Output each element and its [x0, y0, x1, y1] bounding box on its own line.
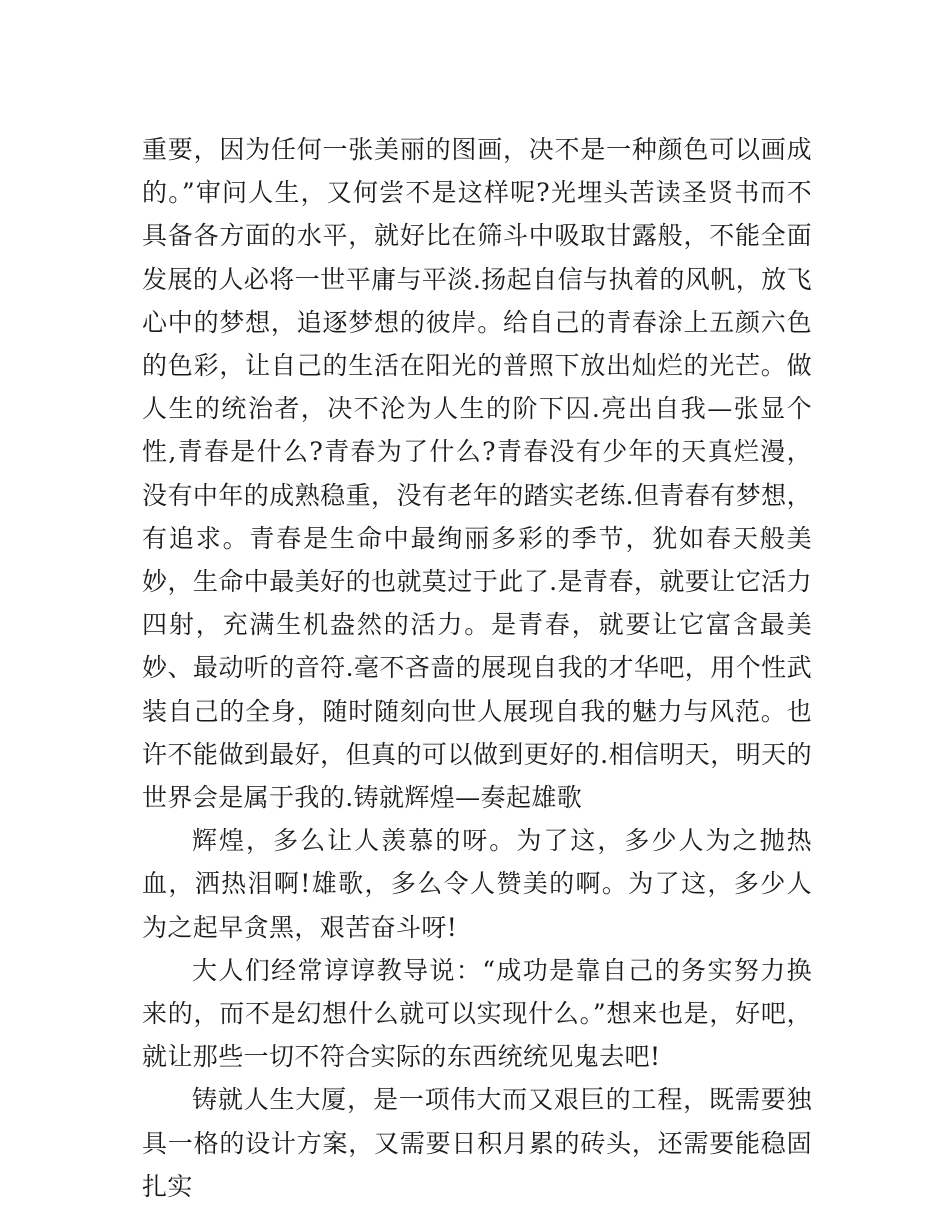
paragraph-1: 重要，因为任何一张美丽的图画，决不是一种颜色可以画成的。”审问人生，又何尝不是这样呢?光埋头苦读圣贤书而不具备各方面的水平，就好比在筛斗中吸取甘露般，不能全面发展的人必将一世平庸与平淡.扬起自信与执着的风帆，放飞心中的梦想，追逐梦想的彼岸。给自己的青春涂上五颜六色的色彩，让自己的生活在阳光的普照下放出灿烂的光芒。做人生的统治者，决不沦为人生的阶下囚.亮出自我—张显个性,青春是什么?青春为了什么?青春没有少年的天真烂漫，没有中年的成熟稳重，没有老年的踏实老练.但青春有梦想，有追求。青春是生命中最绚丽多彩的季节，犹如春天般美妙，生命中最美好的也就莫过于此了.是青春，就要让它活力四射，充满生机盎然的活力。是青春，就要让它富含最美妙、最动听的音符.毫不吝啬的展现自我的才华吧，用个性武装自己的全身，随时随刻向世人展现自我的魅力与风范。也许不能做到最好，但真的可以做到更好的.相信明天，明天的世界会是属于我的.铸就辉煌—奏起雄歌 [142, 135, 812, 813]
paragraph-3: 大人们经常谆谆教导说：“成功是靠自己的务实努力换来的，而不是幻想什么就可以实现什么。”想来也是，好吧，就让那些一切不符合实际的东西统统见鬼去吧! [142, 955, 812, 1072]
document-body [142, 128, 812, 1208]
paragraph-4: 铸就人生大厦，是一项伟大而又艰巨的工程，既需要独具一格的设计方案，又需要日积月累的砖头，还需要能稳固扎实 [142, 1085, 812, 1201]
paragraph-2: 辉煌，多么让人羡慕的呀。为了这，多少人为之抛热血，洒热泪啊!雄歌，多么令人赞美的啊。为了这，多少人为之起早贪黑，艰苦奋斗呀! [142, 826, 812, 942]
